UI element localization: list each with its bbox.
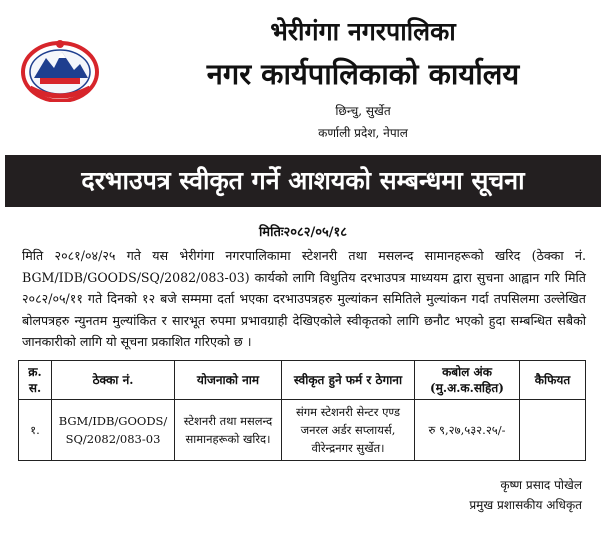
col-header-sn: क्र. स. — [19, 361, 52, 400]
cell-project-name: स्टेशनरी तथा मसलन्द सामानहरूको खरिद। — [175, 400, 282, 461]
notice-title-banner: दरभाउपत्र स्वीकृत गर्ने आशयको सम्बन्धमा सूचना — [5, 155, 601, 207]
office-name: नगर कार्यपालिकाको कार्यालय — [206, 57, 520, 91]
table-row — [19, 400, 586, 461]
cell-bid-amount: रु ९,२७,५३२.२५/- — [415, 400, 520, 461]
notice-body: मिति २०८१/०४/२५ गते यस भेरीगंगा नगरपालिकामा स्टेशनरी तथा मसलन्द सामानहरूको खरिद (ठेक्का नं. BGM/IDB/GOODS/SQ/2082/083-03) कार्यको लागि विधुतिय दरभाउपत्र माध्ययम द्वारा सुचना आह्वान गरि मिति २०८२/०५/११ गते दिनको १२ बजे सम्ममा दर्ता भएका दरभाउपत्रहरु मुल्यांकन समितिले मुल्यांकन गर्दा तपसिलमा उल्लेखित बोलपत्रहरु न्युनतम मुल्यांकित र सारभूत रुपमा प्रभावग्राही देखिएकोले स्वीकृतको लागि छनौट भएको हुदा सम्बन्धित सबैको जानकारीको लागि यो सूचना प्रकाशित गरिएको छ । — [22, 248, 586, 349]
office-location: छिन्चु, सुर्खेत — [335, 104, 391, 118]
award-table — [18, 360, 586, 461]
table-header-row — [19, 361, 586, 400]
cell-firm: संगम स्टेशनरी सेन्टर एण्ड जनरल अर्डर सप्लायर्स, वीरेन्द्रनगर सुर्खेत। — [282, 400, 415, 461]
col-header-remarks: कैफियत — [520, 361, 586, 400]
col-header-project-name: योजनाको नाम — [175, 361, 282, 400]
municipality-name: भेरीगंगा नगरपालिका — [270, 17, 456, 46]
municipality-emblem-icon — [20, 38, 100, 102]
signatory-name: कृष्ण प्रसाद पोखेल — [500, 478, 582, 492]
notice-date: मितिः२०८२/०५/१८ — [258, 225, 348, 240]
office-province: कर्णाली प्रदेश, नेपाल — [318, 126, 408, 140]
cell-remarks — [520, 400, 586, 461]
col-header-contract-no: ठेक्का नं. — [52, 361, 175, 400]
col-header-firm: स्वीकृत हुने फर्म र ठेगाना — [282, 361, 415, 400]
col-header-bid-amount: कबोल अंक (मु.अ.क.सहित) — [415, 361, 520, 400]
cell-sn: १. — [19, 400, 52, 461]
signatory-title: प्रमुख प्रशासकीय अधिकृत — [469, 498, 582, 512]
cell-contract-no: BGM/IDB/GOODS/ SQ/2082/083-03 — [52, 400, 175, 461]
